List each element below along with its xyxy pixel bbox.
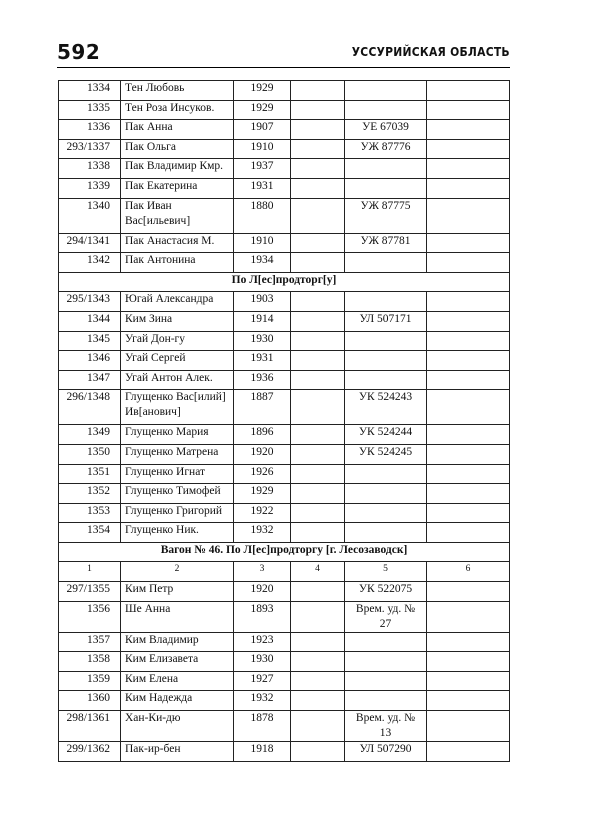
column-number-row — [59, 562, 510, 582]
table-row — [59, 178, 510, 198]
document-number: УЕ 67039 — [345, 120, 427, 140]
table-row — [59, 331, 510, 351]
person-name: Глущенко Тимофей — [121, 484, 234, 504]
empty-cell — [291, 81, 345, 101]
birth-year: 1932 — [234, 691, 291, 711]
document-number — [345, 671, 427, 691]
row-number: 1351 — [59, 464, 121, 484]
table-row — [59, 503, 510, 523]
document-number — [345, 292, 427, 312]
birth-year: 1929 — [234, 484, 291, 504]
row-number: 298/1361 — [59, 711, 121, 742]
birth-year: 1920 — [234, 582, 291, 602]
empty-cell — [427, 671, 510, 691]
empty-cell — [427, 351, 510, 371]
empty-cell — [291, 292, 345, 312]
person-name: Пак Екатерина — [121, 178, 234, 198]
empty-cell — [427, 444, 510, 464]
column-number: 3 — [234, 562, 291, 582]
person-name: Ким Елена — [121, 671, 234, 691]
birth-year: 1910 — [234, 233, 291, 253]
empty-cell — [427, 390, 510, 425]
empty-cell — [291, 444, 345, 464]
person-name: Пак-ир-бен — [121, 742, 234, 762]
empty-cell — [427, 711, 510, 742]
row-number: 1335 — [59, 100, 121, 120]
row-number: 1336 — [59, 120, 121, 140]
row-number: 1342 — [59, 253, 121, 273]
table-row — [59, 652, 510, 672]
row-number: 1352 — [59, 484, 121, 504]
table-row — [59, 120, 510, 140]
birth-year: 1896 — [234, 425, 291, 445]
document-number: УЛ 507290 — [345, 742, 427, 762]
document-number — [345, 503, 427, 523]
document-number — [345, 691, 427, 711]
person-name: Ким Елизавета — [121, 652, 234, 672]
running-title: УССУРИЙСКАЯ ОБЛАСТЬ — [351, 44, 510, 59]
person-name: Ким Надежда — [121, 691, 234, 711]
row-number: 1350 — [59, 444, 121, 464]
row-number: 297/1355 — [59, 582, 121, 602]
row-number: 1356 — [59, 601, 121, 632]
person-name: Ким Зина — [121, 311, 234, 331]
row-number: 1354 — [59, 523, 121, 543]
document-number — [345, 81, 427, 101]
person-name: Глущенко Ник. — [121, 523, 234, 543]
row-number: 295/1343 — [59, 292, 121, 312]
empty-cell — [427, 100, 510, 120]
person-name: Хан-Ки-дю — [121, 711, 234, 742]
document-number — [345, 652, 427, 672]
column-number: 5 — [345, 562, 427, 582]
column-number: 1 — [59, 562, 121, 582]
empty-cell — [291, 484, 345, 504]
empty-cell — [427, 464, 510, 484]
table-row — [59, 311, 510, 331]
person-name: Глущенко Григорий — [121, 503, 234, 523]
person-name: Пак Владимир Кмр. — [121, 159, 234, 179]
empty-cell — [427, 484, 510, 504]
page-number: 592 — [57, 40, 101, 64]
table-row — [59, 444, 510, 464]
empty-cell — [427, 691, 510, 711]
person-name: Ким Петр — [121, 582, 234, 602]
empty-cell — [291, 464, 345, 484]
person-name: Пак Анастасия М. — [121, 233, 234, 253]
empty-cell — [427, 370, 510, 390]
document-number — [345, 632, 427, 652]
table-row — [59, 351, 510, 371]
document-number: УК 522075 — [345, 582, 427, 602]
table-row — [59, 100, 510, 120]
birth-year: 1920 — [234, 444, 291, 464]
table-row — [59, 601, 510, 632]
empty-cell — [291, 390, 345, 425]
table-row — [59, 390, 510, 425]
section-heading-text: По Л[ес]продторг[у] — [59, 272, 510, 292]
empty-cell — [427, 139, 510, 159]
row-number: 1346 — [59, 351, 121, 371]
birth-year: 1910 — [234, 139, 291, 159]
table-row — [59, 292, 510, 312]
empty-cell — [427, 178, 510, 198]
empty-cell — [291, 120, 345, 140]
table-row — [59, 711, 510, 742]
empty-cell — [291, 159, 345, 179]
person-name: Глущенко Вас[илий] Ив[анович] — [121, 390, 234, 425]
row-number: 1357 — [59, 632, 121, 652]
document-number — [345, 351, 427, 371]
document-number: Врем. уд. № 13 — [345, 711, 427, 742]
row-number: 1338 — [59, 159, 121, 179]
empty-cell — [427, 311, 510, 331]
row-number: 294/1341 — [59, 233, 121, 253]
empty-cell — [427, 425, 510, 445]
table-row — [59, 582, 510, 602]
person-name: Тен Роза Инсуков. — [121, 100, 234, 120]
birth-year: 1936 — [234, 370, 291, 390]
birth-year: 1878 — [234, 711, 291, 742]
empty-cell — [291, 311, 345, 331]
empty-cell — [427, 292, 510, 312]
row-number: 1347 — [59, 370, 121, 390]
birth-year: 1923 — [234, 632, 291, 652]
row-number: 1339 — [59, 178, 121, 198]
empty-cell — [291, 331, 345, 351]
register-table — [58, 80, 510, 762]
document-number — [345, 484, 427, 504]
person-name: Пак Анна — [121, 120, 234, 140]
row-number: 1344 — [59, 311, 121, 331]
row-number: 293/1337 — [59, 139, 121, 159]
birth-year: 1907 — [234, 120, 291, 140]
empty-cell — [427, 120, 510, 140]
row-number: 1340 — [59, 198, 121, 233]
document-number — [345, 253, 427, 273]
column-number: 2 — [121, 562, 234, 582]
empty-cell — [291, 671, 345, 691]
person-name: Тен Любовь — [121, 81, 234, 101]
empty-cell — [291, 503, 345, 523]
birth-year: 1931 — [234, 351, 291, 371]
column-number: 4 — [291, 562, 345, 582]
document-number: УК 524243 — [345, 390, 427, 425]
table-row — [59, 370, 510, 390]
empty-cell — [291, 100, 345, 120]
row-number: 296/1348 — [59, 390, 121, 425]
table-row — [59, 233, 510, 253]
person-name: Глущенко Игнат — [121, 464, 234, 484]
person-name: Угай Антон Алек. — [121, 370, 234, 390]
document-number: УЖ 87776 — [345, 139, 427, 159]
empty-cell — [427, 331, 510, 351]
row-number: 1349 — [59, 425, 121, 445]
section-heading — [59, 542, 510, 562]
document-number — [345, 100, 427, 120]
empty-cell — [291, 742, 345, 762]
person-name: Глущенко Матрена — [121, 444, 234, 464]
birth-year: 1880 — [234, 198, 291, 233]
birth-year: 1929 — [234, 100, 291, 120]
empty-cell — [291, 351, 345, 371]
empty-cell — [291, 253, 345, 273]
birth-year: 1893 — [234, 601, 291, 632]
person-name: Пак Ольга — [121, 139, 234, 159]
empty-cell — [427, 601, 510, 632]
empty-cell — [427, 253, 510, 273]
document-number: УК 524245 — [345, 444, 427, 464]
document-number — [345, 331, 427, 351]
empty-cell — [427, 159, 510, 179]
empty-cell — [427, 503, 510, 523]
birth-year: 1903 — [234, 292, 291, 312]
table-row — [59, 81, 510, 101]
birth-year: 1937 — [234, 159, 291, 179]
birth-year: 1930 — [234, 652, 291, 672]
birth-year: 1932 — [234, 523, 291, 543]
row-number: 1358 — [59, 652, 121, 672]
table-row — [59, 253, 510, 273]
document-number: УЖ 87775 — [345, 198, 427, 233]
column-number: 6 — [427, 562, 510, 582]
row-number: 1353 — [59, 503, 121, 523]
table-row — [59, 523, 510, 543]
empty-cell — [291, 178, 345, 198]
empty-cell — [291, 523, 345, 543]
empty-cell — [427, 523, 510, 543]
document-number: Врем. уд. № 27 — [345, 601, 427, 632]
person-name: Пак Антонина — [121, 253, 234, 273]
person-name: Угай Дон-гу — [121, 331, 234, 351]
row-number: 1360 — [59, 691, 121, 711]
row-number: 1345 — [59, 331, 121, 351]
empty-cell — [291, 233, 345, 253]
empty-cell — [291, 632, 345, 652]
empty-cell — [291, 601, 345, 632]
person-name: Глущенко Мария — [121, 425, 234, 445]
birth-year: 1929 — [234, 81, 291, 101]
table-row — [59, 139, 510, 159]
document-number — [345, 370, 427, 390]
empty-cell — [427, 81, 510, 101]
empty-cell — [291, 370, 345, 390]
document-number: УЛ 507171 — [345, 311, 427, 331]
document-number — [345, 523, 427, 543]
document-number: УЖ 87781 — [345, 233, 427, 253]
row-number: 299/1362 — [59, 742, 121, 762]
table-row — [59, 691, 510, 711]
section-heading-text: Вагон № 46. По Л[ес]продторгу [г. Лесозаводск] — [59, 542, 510, 562]
empty-cell — [291, 425, 345, 445]
empty-cell — [291, 582, 345, 602]
page-header — [57, 40, 510, 66]
person-name: Ким Владимир — [121, 632, 234, 652]
table-row — [59, 464, 510, 484]
empty-cell — [291, 711, 345, 742]
empty-cell — [427, 632, 510, 652]
person-name: Угай Сергей — [121, 351, 234, 371]
empty-cell — [291, 691, 345, 711]
birth-year: 1934 — [234, 253, 291, 273]
table-row — [59, 198, 510, 233]
empty-cell — [291, 652, 345, 672]
birth-year: 1887 — [234, 390, 291, 425]
document-number — [345, 464, 427, 484]
empty-cell — [427, 198, 510, 233]
empty-cell — [291, 198, 345, 233]
table-row — [59, 742, 510, 762]
empty-cell — [427, 742, 510, 762]
row-number: 1334 — [59, 81, 121, 101]
empty-cell — [427, 652, 510, 672]
table-row — [59, 159, 510, 179]
birth-year: 1922 — [234, 503, 291, 523]
empty-cell — [427, 582, 510, 602]
table-row — [59, 484, 510, 504]
person-name: Югай Александра — [121, 292, 234, 312]
table-row — [59, 425, 510, 445]
empty-cell — [427, 233, 510, 253]
birth-year: 1914 — [234, 311, 291, 331]
birth-year: 1918 — [234, 742, 291, 762]
row-number: 1359 — [59, 671, 121, 691]
person-name: Ше Анна — [121, 601, 234, 632]
person-name: Пак Иван Вас[ильевич] — [121, 198, 234, 233]
birth-year: 1931 — [234, 178, 291, 198]
header-rule — [57, 67, 510, 68]
birth-year: 1926 — [234, 464, 291, 484]
document-number: УК 524244 — [345, 425, 427, 445]
document-number — [345, 159, 427, 179]
table-row — [59, 632, 510, 652]
section-heading — [59, 272, 510, 292]
empty-cell — [291, 139, 345, 159]
table-row — [59, 671, 510, 691]
birth-year: 1930 — [234, 331, 291, 351]
document-number — [345, 178, 427, 198]
birth-year: 1927 — [234, 671, 291, 691]
